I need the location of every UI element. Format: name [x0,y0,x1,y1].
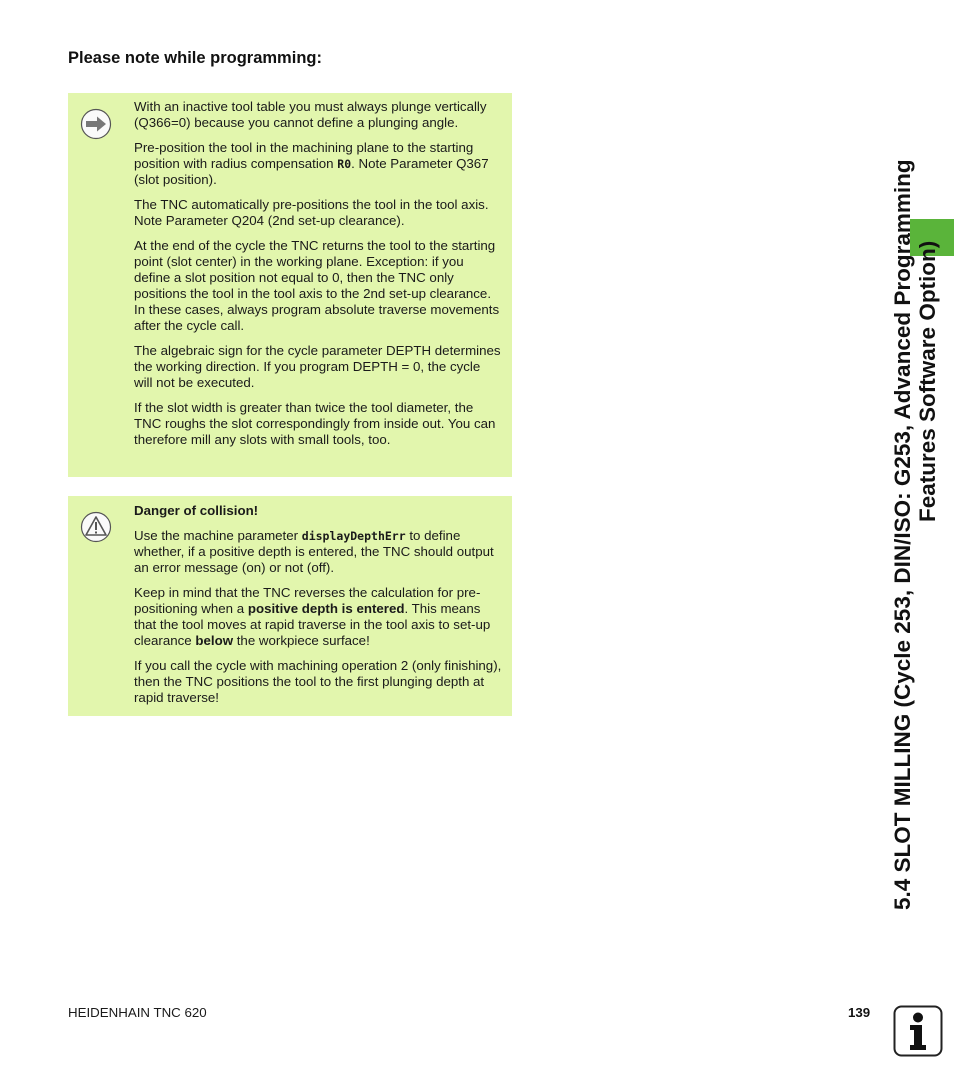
info-paragraph: If the slot width is greater than twice the tool diameter, the TNC roughs the slot correspondingly from inside out. You can therefore mill any slots with small tools, too. [134,400,496,447]
info-note-box [68,93,512,477]
info-paragraph: The TNC automatically pre-positions the tool in the tool axis. Note Parameter Q204 (2nd set-up clearance). [134,197,489,228]
warning-triangle-icon [80,511,112,543]
side-chapter-title [890,50,950,910]
footer-manual-name: HEIDENHAIN TNC 620 [68,1005,207,1020]
info-text-segment: Pre-position the tool in the machining plane to the starting position with radius compensation [134,140,474,171]
side-title-line-2: Features Software Option) [915,240,940,522]
warning-emphasis: positive depth is entered [247,601,405,616]
info-icon [893,1005,943,1057]
info-note-text [134,99,502,457]
warning-paragraph-reverse [134,585,502,649]
code-display-depth-err: displayDepthErr [301,529,406,543]
warning-text-segment: Keep in mind that the TNC reverses the calculation for pre-positioning when a [134,585,481,616]
warning-paragraph: If you call the cycle with machining operation 2 (only finishing), then the TNC positions the tool to the first plunging depth at rapid traverse! [134,658,502,705]
warning-text-segment: . This means that the tool moves at rapid traverse in the tool axis to set-up clearance [134,601,491,648]
warning-paragraph-param [134,528,502,576]
info-paragraph: At the end of the cycle the TNC returns the tool to the starting point (slot center) in the working plane. Exception: if you define a slot position not equal to 0, then the TNC only positions the tool in the tool axis to the 2nd set-up clearance. In these cases, always program absolute traverse movements after the cycle call. [134,238,500,333]
warning-note-box [68,496,512,716]
warning-text-segment: the workpiece surface! [233,633,370,648]
warning-text-segment: Use the machine parameter [134,528,302,543]
side-title-line-1: 5.4 SLOT MILLING (Cycle 253, DIN/ISO: G253, Advanced Programming [890,159,915,910]
arrow-right-icon [80,108,112,140]
warning-text-segment: to define whether, if a positive depth is entered, the TNC should output an error message (on) or not (off). [134,528,494,575]
page-number: 139 [848,1005,871,1020]
warning-note-text [134,503,502,715]
code-r0: R0 [337,157,352,171]
warning-title: Danger of collision! [134,503,259,518]
info-paragraph-radius-comp [134,140,502,188]
info-paragraph: The algebraic sign for the cycle parameter DEPTH determines the working direction. If you program DEPTH = 0, the cycle will not be executed. [134,343,501,390]
info-paragraph: With an inactive tool table you must always plunge vertically (Q366=0) because you cannot define a plunging angle. [134,99,487,130]
info-text-segment: . Note Parameter Q367 (slot position). [134,156,489,187]
section-heading: Please note while programming: [68,49,322,67]
warning-emphasis: below [195,633,234,648]
